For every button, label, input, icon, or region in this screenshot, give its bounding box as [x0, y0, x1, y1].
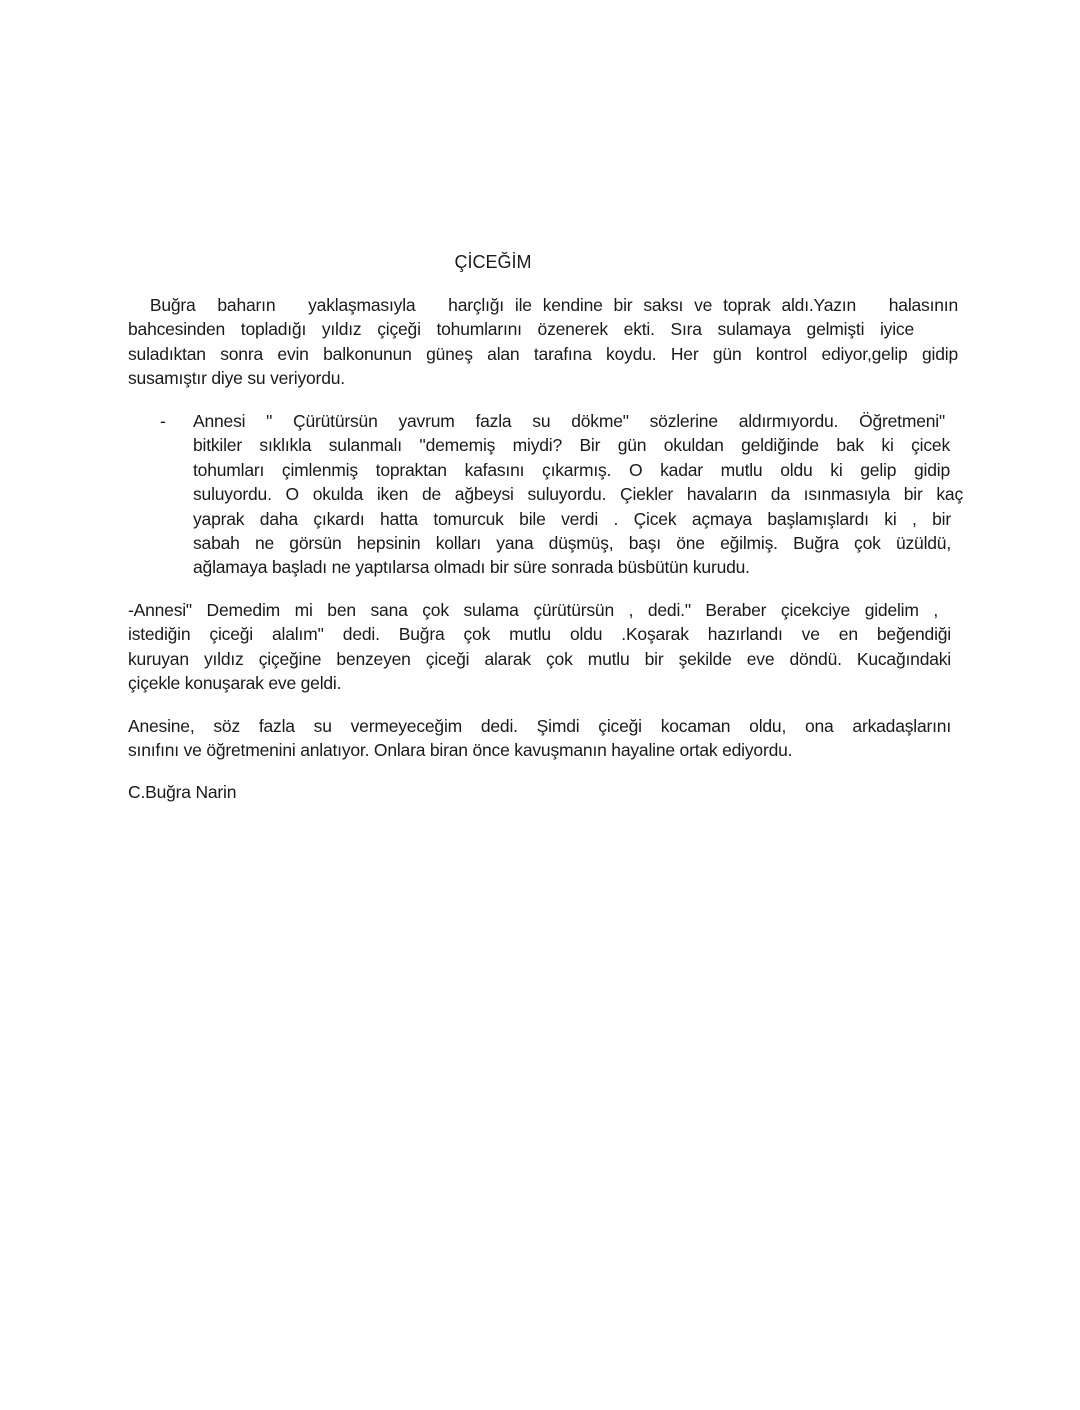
text-line: Anesine, söz fazla su vermeyeceğim dedi. Şimdi çiceği kocaman oldu, ona arkadaşlarını — [128, 716, 951, 736]
bullet-marker: - — [160, 411, 166, 431]
author-signature: C.Buğra Narin — [128, 782, 237, 802]
text-line: yaprak daha çıkardı hatta tomurcuk bile verdi . Çicek açmaya başlamışlardı ki , bir — [193, 508, 951, 529]
text-line: ağlamaya başladı ne yaptılarsa olmadı bir süre sonrada büsbütün kurudu. — [193, 557, 750, 578]
document-title: ÇİCEĞİM — [454, 252, 532, 272]
paragraph-mother — [128, 598, 951, 696]
text-line: istediğin çiceği alalım'' dedi. Buğra çok mutlu oldu .Koşarak hazırlandı ve en beğendiği — [128, 624, 951, 645]
text-line: suluyordu. O okulda iken de ağbeysi suluyordu. Çiekler havaların da ısınmasıyla bir kaç — [193, 484, 963, 505]
text-line: sınıfını ve öğretmenini anlatıyor. Onlara biran önce kavuşmanın hayaline ortak ediyordu. — [128, 740, 793, 761]
paragraph-intro — [128, 293, 958, 391]
text-line: -Annesi" Demedim mi ben sana çok sulama çürütürsün , dedi." Beraber çicekciye gidelim , — [128, 600, 938, 620]
text-line: çiçekle konuşarak eve geldi. — [128, 673, 342, 694]
text-line: Buğra baharın yaklaşmasıyla harçlığı ile kendine bir saksı ve toprak aldı.Yazın halasının — [128, 295, 958, 315]
paragraph-ending — [128, 714, 951, 763]
text-line: suladıktan sonra evin balkonunun güneş alan tarafına koydu. Her gün kontrol ediyor,gelip gidip — [128, 343, 958, 364]
text-line: sabah ne görsün hepsinin kolları yana düşmüş, başı öne eğilmiş. Buğra çok üzüldü, — [193, 532, 951, 553]
text-line: kuruyan yıldız çiçeğine benzeyen çiceği alarak çok mutlu bir şekilde eve döndü. Kucağındaki — [128, 648, 951, 669]
text-line: bahcesinden topladığı yıldız çiçeği tohumlarını özenerek ekti. Sıra sulamaya gelmişti iyice — [128, 319, 914, 340]
text-line: susamıştır diye su veriyordu. — [128, 368, 345, 389]
text-line: Annesi " Çürütürsün yavrum fazla su dökme" sözlerine aldırmıyordu. Öğretmeni" — [193, 411, 945, 431]
text-line: bitkiler sıklıkla sulanmalı ''dememiş miydi? Bir gün okuldan geldiğinde bak ki çicek — [193, 435, 950, 456]
text-line: tohumları çimlenmiş topraktan kafasını çıkarmış. O kadar mutlu oldu ki gelip gidip — [193, 459, 950, 480]
paragraph-bullet — [193, 409, 963, 580]
